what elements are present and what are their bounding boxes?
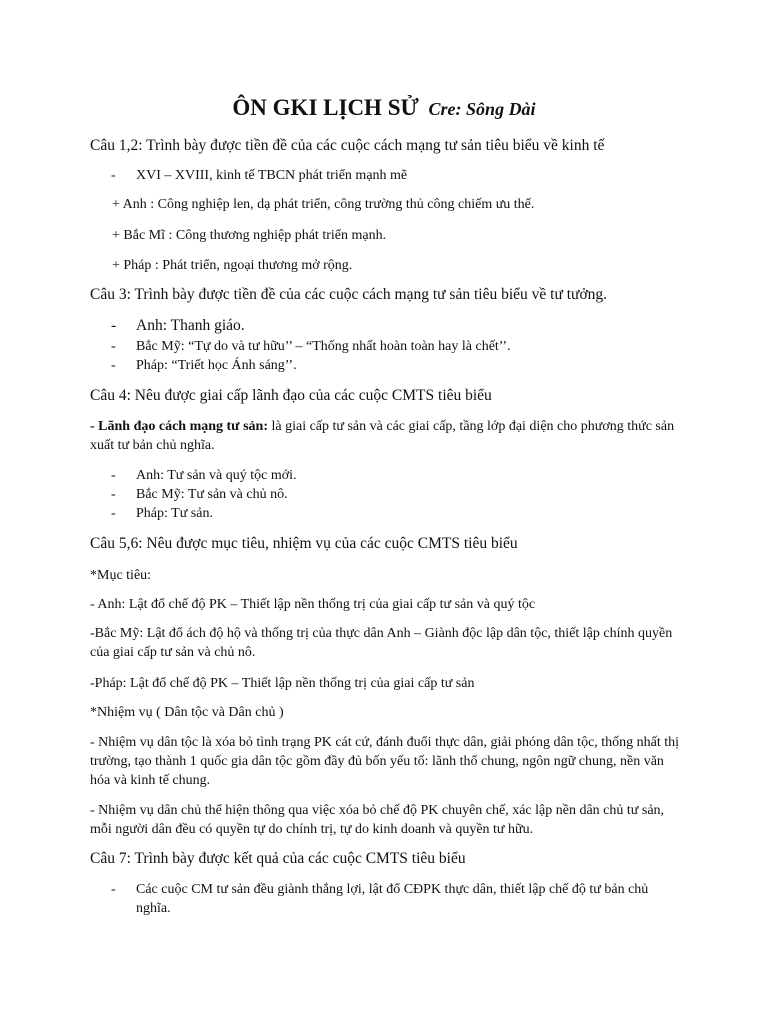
bullet-text: Pháp: Tư sản. <box>136 506 213 521</box>
document-title <box>0 92 768 125</box>
q12-bullet <box>111 166 681 185</box>
bullet-dash: - <box>111 506 116 521</box>
q4-bullet-anh <box>111 466 681 485</box>
title-text: ÔN GKI LỊCH SỬ <box>232 95 419 120</box>
q3-bullet-anh <box>111 316 681 335</box>
q4-lead-bold: - Lãnh đạo cách mạng tư sản: <box>90 419 268 434</box>
q3-bullet-bacmy <box>111 337 681 356</box>
q4-leadership-paragraph <box>90 417 680 455</box>
q12-item-anh: + Anh : Công nghiệp len, dạ phát triển, công trường thủ công chiếm ưu thế. <box>112 197 535 212</box>
question-1-2-heading: Câu 1,2: Trình bày được tiền đề của các cuộc cách mạng tư sản tiêu biểu về kinh tế <box>90 137 605 154</box>
question-7-heading: Câu 7: Trình bày được kết quả của các cuộc CMTS tiêu biểu <box>90 850 466 867</box>
bullet-text: Bắc Mỹ: Tư sản và chủ nô. <box>136 487 288 502</box>
q12-item-phap: + Pháp : Phát triển, ngoại thương mở rộng. <box>112 258 353 273</box>
bullet-dash: - <box>111 468 116 483</box>
q12-item-bacmi: + Bắc Mĩ : Công thương nghiệp phát triển mạnh. <box>112 228 387 243</box>
bullet-text: Anh: Thanh giáo. <box>136 317 245 334</box>
bullet-text: Bắc Mỹ: “Tự do và tư hữu’’ – “Thống nhất hoàn toàn hay là chết’’. <box>136 339 511 354</box>
q4-lead-rest: là giai cấp tư sản và các giai cấp, tầng lớp đại diện cho phương thức sản xuất tư bản chủ nghĩa. <box>90 419 675 453</box>
q7-bullet <box>111 880 681 918</box>
q56-goal-bacmy: -Bắc Mỹ: Lật đổ ách độ hộ và thống trị của thực dân Anh – Giành độc lập dân tộc, thiết lập chính quyền của giai cấp tư sản và chủ nô. <box>90 626 673 660</box>
q4-bullet-bacmy <box>111 485 681 504</box>
q3-bullet-phap <box>111 356 681 375</box>
bullet-text: Anh: Tư sản và quý tộc mới. <box>136 468 297 483</box>
question-3-heading: Câu 3: Trình bày được tiền đề của các cuộc cách mạng tư sản tiêu biểu về tư tưởng. <box>90 286 608 303</box>
q56-task-label: *Nhiệm vụ ( Dân tộc và Dân chủ ) <box>90 705 284 720</box>
question-5-6-heading: Câu 5,6: Nêu được mục tiêu, nhiệm vụ của các cuộc CMTS tiêu biểu <box>90 535 518 552</box>
q56-task-national: - Nhiệm vụ dân tộc là xóa bỏ tình trạng PK cát cứ, đánh đuổi thực dân, giải phóng dân tộc, thống nhất thị trường, tạo thành 1 quốc gia dân tộc gồm đầy đủ bốn yếu tố: lãnh thổ chung, ngôn ngữ chung, nền văn hóa và kinh tế chung. <box>90 735 680 788</box>
title-credit: Cre: Sông Dài <box>428 99 536 119</box>
question-4-heading: Câu 4: Nêu được giai cấp lãnh đạo của các cuộc CMTS tiêu biểu <box>90 387 492 404</box>
q56-goal-phap: -Pháp: Lật đổ chế độ PK – Thiết lập nền thống trị của giai cấp tư sản <box>90 676 475 691</box>
bullet-dash: - <box>111 487 116 502</box>
q56-goal-label: *Mục tiêu: <box>90 568 152 583</box>
q56-goal-anh: - Anh: Lật đổ chế độ PK – Thiết lập nền thống trị của giai cấp tư sản và quý tộc <box>90 597 536 612</box>
bullet-dash: - <box>111 339 116 354</box>
bullet-dash: - <box>111 358 116 373</box>
q4-bullet-phap <box>111 504 681 523</box>
bullet-text: Các cuộc CM tư sản đều giành thắng lợi, lật đổ CĐPK thực dân, thiết lập chế độ tư bản chủ nghĩa. <box>136 882 649 916</box>
bullet-dash: - <box>111 317 117 334</box>
bullet-text: XVI – XVIII, kinh tế TBCN phát triển mạnh mẽ <box>136 168 408 183</box>
bullet-dash: - <box>111 168 116 183</box>
bullet-text: Pháp: “Triết học Ánh sáng’’. <box>136 358 297 373</box>
bullet-dash: - <box>111 882 116 897</box>
q56-task-democratic: - Nhiệm vụ dân chủ thể hiện thông qua việc xóa bỏ chế độ PK chuyên chế, xác lập nền dân chủ tư sản, mỗi người dân đều có quyền tự do chính trị, tự do kinh doanh và quyền tư hữu. <box>90 803 665 837</box>
